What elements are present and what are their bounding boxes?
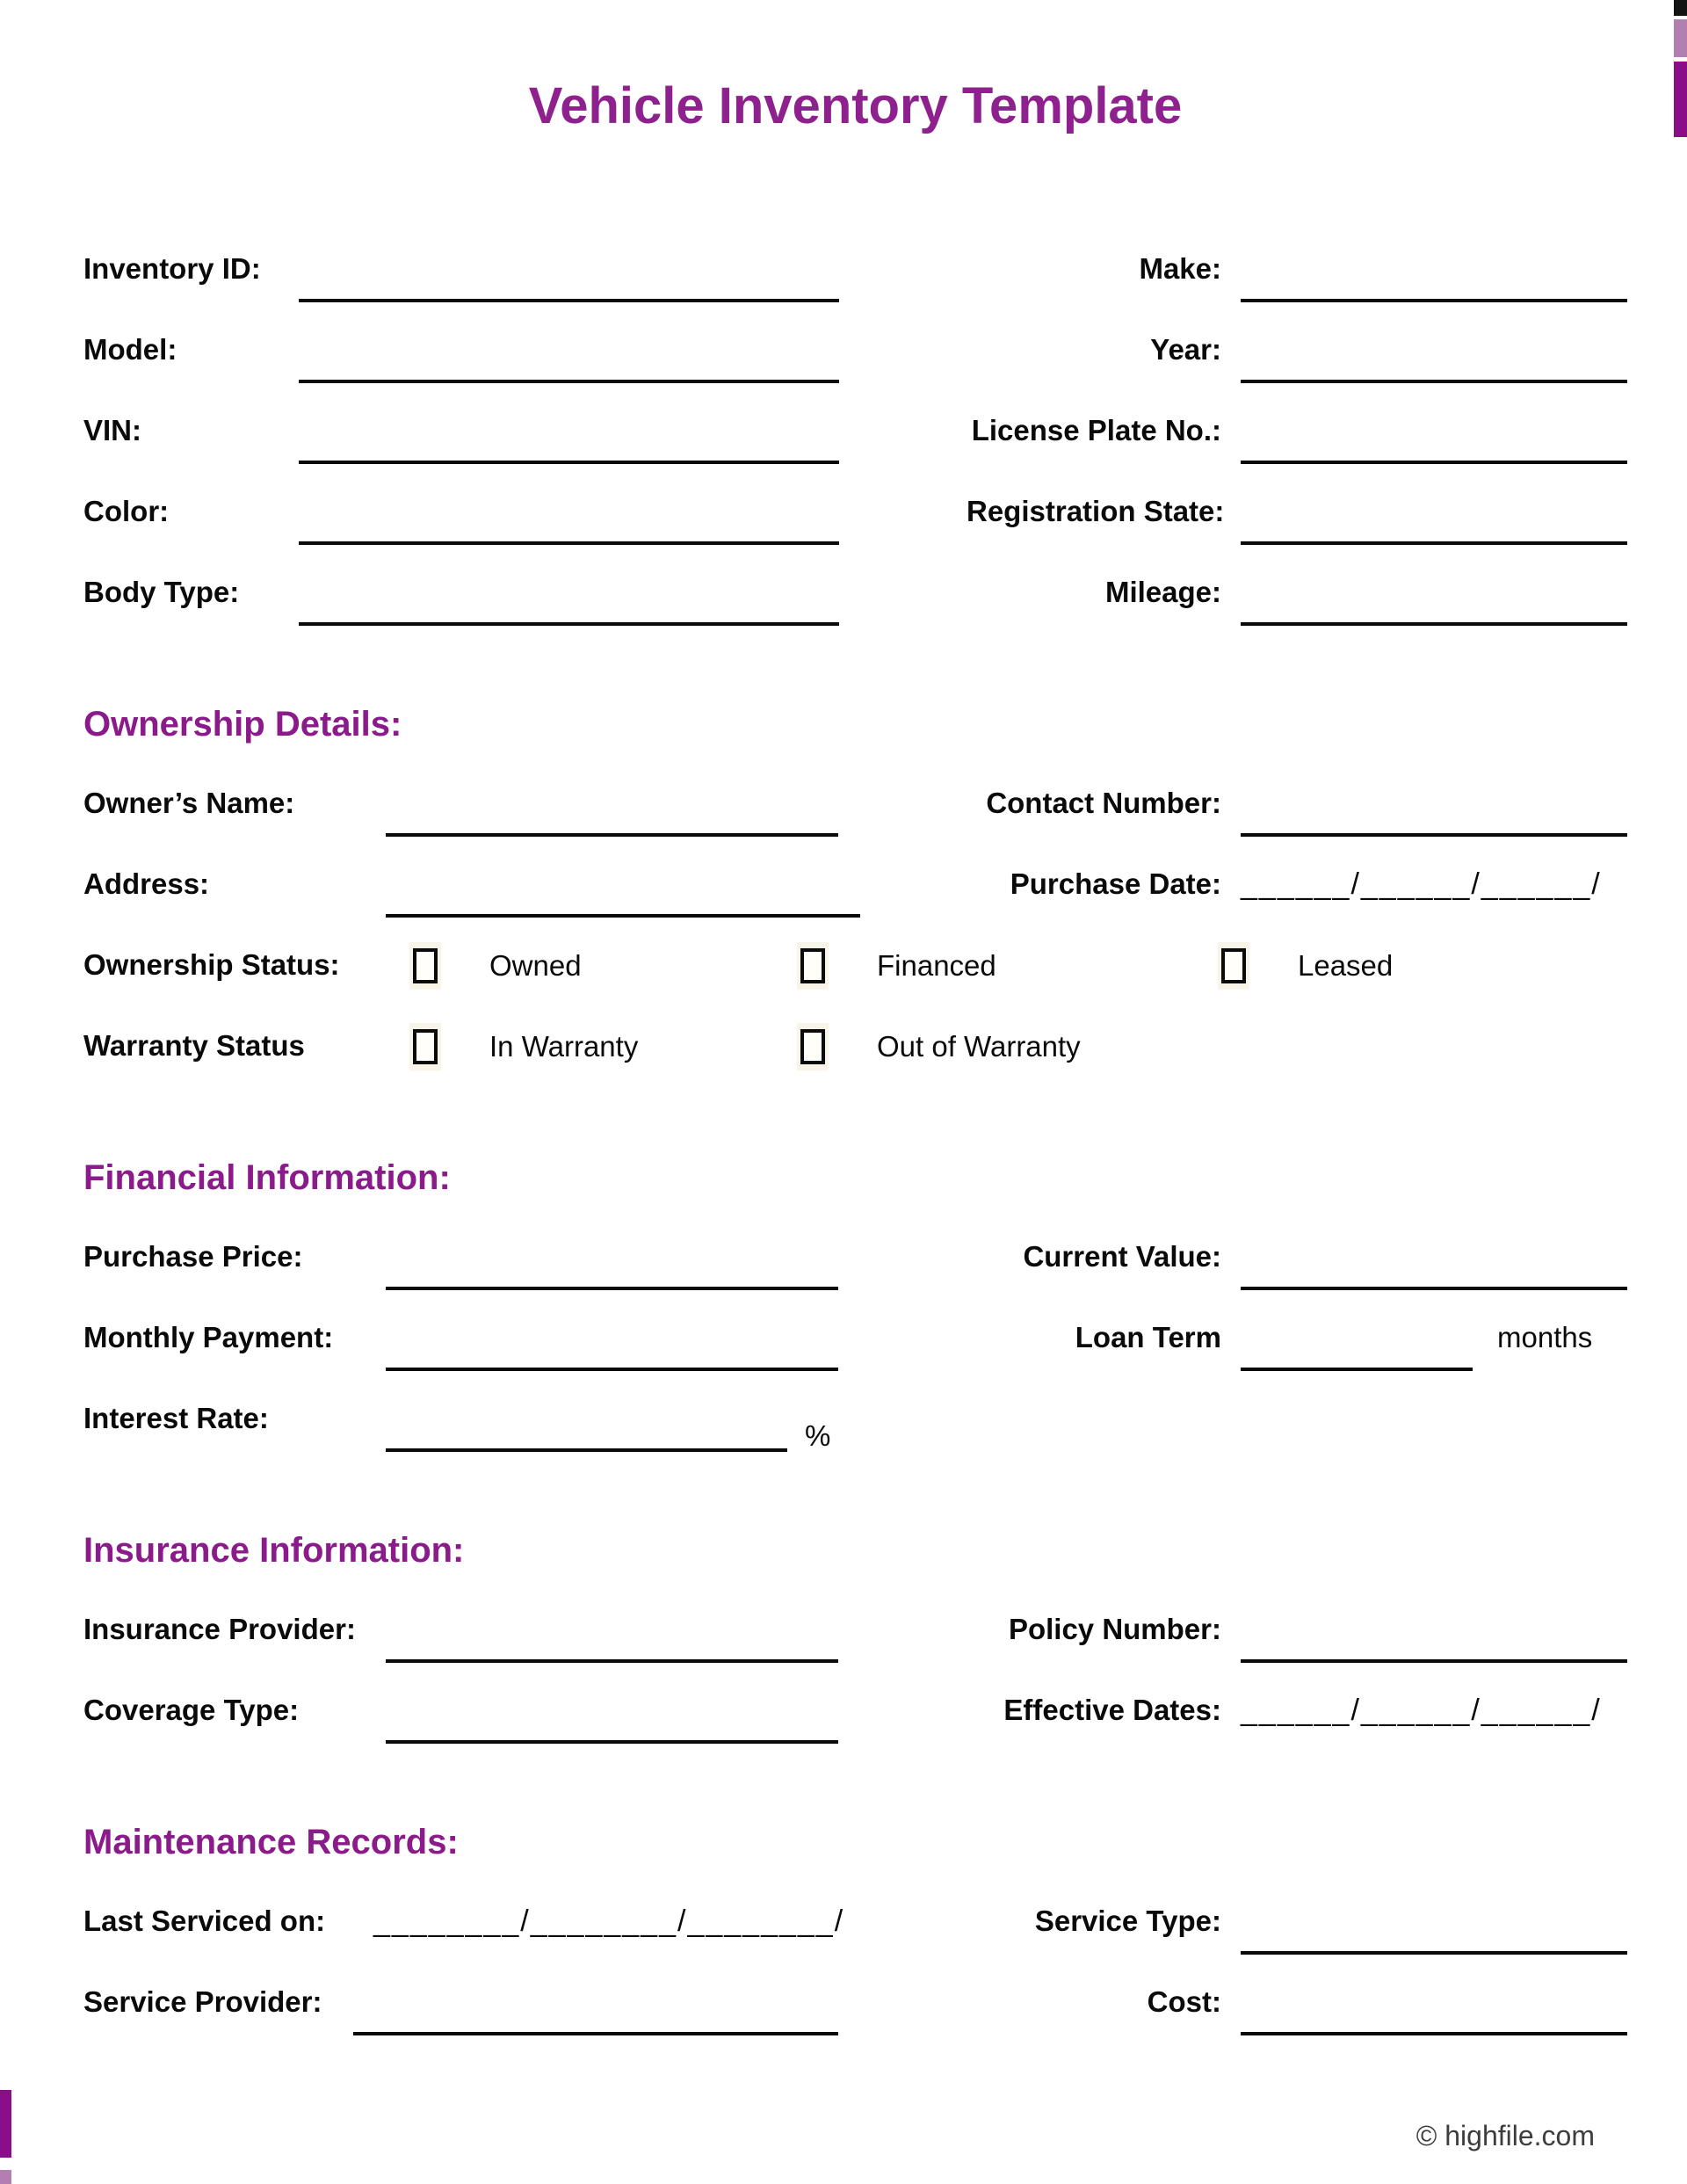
financial-information-heading: Financial Information: [83, 1158, 451, 1197]
year-label: Year: [1150, 333, 1221, 366]
last-serviced-label: Last Serviced on: [83, 1905, 326, 1937]
inventory-id-input-line[interactable] [299, 241, 839, 302]
license-plate-input-line[interactable] [1241, 403, 1627, 464]
row-address-purchasedate [83, 856, 1627, 937]
row-price-value [83, 1229, 1627, 1310]
row-serviced-servicetype [83, 1893, 1627, 1974]
purchase-price-label: Purchase Price: [83, 1240, 303, 1273]
footer-credit: © highfile.com [1415, 2120, 1595, 2151]
corner-stripe-bottom-left-light-purple [0, 2170, 11, 2184]
current-value-label: Current Value: [1023, 1240, 1221, 1273]
inventory-id-label: Inventory ID: [83, 252, 261, 285]
option-in-warranty [409, 1023, 638, 1070]
leased-label: Leased [1298, 949, 1394, 982]
color-input-line[interactable] [299, 483, 839, 545]
contact-number-input-line[interactable] [1241, 775, 1627, 837]
owned-checkbox[interactable] [409, 942, 441, 990]
monthly-payment-label: Monthly Payment: [83, 1321, 334, 1353]
body-type-input-line[interactable] [299, 564, 839, 626]
ownership-status-label: Ownership Status: [83, 948, 340, 981]
out-of-warranty-checkbox[interactable] [797, 1023, 829, 1070]
model-label: Model: [83, 333, 177, 366]
owner-name-label: Owner’s Name: [83, 787, 295, 819]
row-provider-policy [83, 1601, 1627, 1682]
policy-number-input-line[interactable] [1241, 1601, 1627, 1663]
loan-term-input-line[interactable] [1241, 1310, 1473, 1371]
row-warranty-status [83, 1018, 1627, 1099]
mileage-input-line[interactable] [1241, 564, 1627, 626]
out-of-warranty-label: Out of Warranty [877, 1030, 1081, 1063]
row-model-year [83, 322, 1627, 403]
model-input-line[interactable] [299, 322, 839, 383]
row-vin-license [83, 403, 1627, 483]
make-input-line[interactable] [1241, 241, 1627, 302]
row-owner-contact [83, 775, 1627, 856]
row-bodytype-mileage [83, 564, 1627, 645]
purchase-date-input-area[interactable]: ______/______/______/ [1241, 867, 1602, 901]
contact-number-label: Contact Number: [986, 787, 1221, 819]
cost-label: Cost: [1147, 1985, 1221, 2018]
monthly-payment-input-line[interactable] [386, 1310, 838, 1371]
owned-label: Owned [489, 949, 582, 982]
row-color-registration [83, 483, 1627, 564]
row-interest-rate [83, 1390, 1627, 1471]
warranty-status-label: Warranty Status [83, 1029, 305, 1062]
current-value-input-line[interactable] [1241, 1229, 1627, 1290]
vin-input-line[interactable] [299, 403, 839, 464]
corner-stripe-top-right-dark-purple [1674, 62, 1687, 137]
policy-number-label: Policy Number: [1008, 1613, 1221, 1645]
in-warranty-checkbox[interactable] [409, 1023, 441, 1070]
license-plate-label: License Plate No.: [971, 414, 1221, 446]
registration-state-input-line[interactable] [1241, 483, 1627, 545]
service-type-input-line[interactable] [1241, 1893, 1627, 1955]
insurance-information-heading: Insurance Information: [83, 1531, 465, 1570]
body-type-label: Body Type: [83, 576, 240, 608]
address-label: Address: [83, 867, 210, 900]
ownership-details-heading: Ownership Details: [83, 705, 402, 744]
last-serviced-input-area[interactable]: ________/________/________/ [373, 1905, 845, 1938]
row-coverage-effective [83, 1682, 1627, 1763]
loan-term-label: Loan Term [1075, 1321, 1221, 1353]
effective-dates-input-area[interactable]: ______/______/______/ [1241, 1694, 1602, 1727]
corner-stripe-top-right-black [1674, 0, 1687, 16]
ownership-section [83, 775, 1627, 1099]
color-label: Color: [83, 495, 170, 527]
purchase-date-label: Purchase Date: [1010, 867, 1221, 900]
option-leased [1218, 942, 1393, 990]
insurance-provider-input-line[interactable] [386, 1601, 838, 1663]
financed-label: Financed [877, 949, 996, 982]
mileage-label: Mileage: [1104, 576, 1221, 608]
in-warranty-label: In Warranty [489, 1030, 639, 1063]
loan-term-unit: months [1497, 1321, 1593, 1353]
corner-stripe-bottom-left-dark-purple [0, 2090, 11, 2158]
interest-rate-unit: % [805, 1419, 831, 1452]
vin-label: VIN: [83, 414, 141, 446]
option-out-of-warranty [797, 1023, 1081, 1070]
year-input-line[interactable] [1241, 322, 1627, 383]
page-title: Vehicle Inventory Template [528, 77, 1183, 134]
effective-dates-label: Effective Dates: [1003, 1694, 1221, 1726]
row-ownership-status [83, 937, 1627, 1018]
interest-rate-input-line[interactable] [386, 1390, 787, 1452]
cost-input-line[interactable] [1241, 1974, 1627, 2035]
leased-checkbox[interactable] [1218, 942, 1249, 990]
maintenance-records-heading: Maintenance Records: [83, 1823, 459, 1861]
option-owned [409, 942, 582, 990]
service-provider-label: Service Provider: [83, 1985, 322, 2018]
address-input-line[interactable] [386, 856, 860, 918]
purchase-price-input-line[interactable] [386, 1229, 838, 1290]
insurance-provider-label: Insurance Provider: [83, 1613, 356, 1645]
service-type-label: Service Type: [1034, 1905, 1221, 1937]
coverage-type-label: Coverage Type: [83, 1694, 300, 1726]
financed-checkbox[interactable] [797, 942, 829, 990]
coverage-type-input-line[interactable] [386, 1682, 838, 1744]
corner-stripe-top-right-light-purple [1674, 19, 1687, 57]
owner-name-input-line[interactable] [386, 775, 838, 837]
row-inventory-make [83, 241, 1627, 322]
interest-rate-label: Interest Rate: [83, 1402, 269, 1434]
maintenance-section [83, 1893, 1627, 2055]
registration-state-label: Registration State: [967, 495, 1225, 527]
row-serviceprovider-cost [83, 1974, 1627, 2055]
insurance-section [83, 1601, 1627, 1763]
make-label: Make: [1139, 252, 1221, 285]
row-payment-loanterm [83, 1310, 1627, 1390]
option-financed [797, 942, 996, 990]
financial-section [83, 1229, 1627, 1471]
service-provider-input-line[interactable] [353, 1974, 838, 2035]
vehicle-info-section [83, 241, 1627, 645]
